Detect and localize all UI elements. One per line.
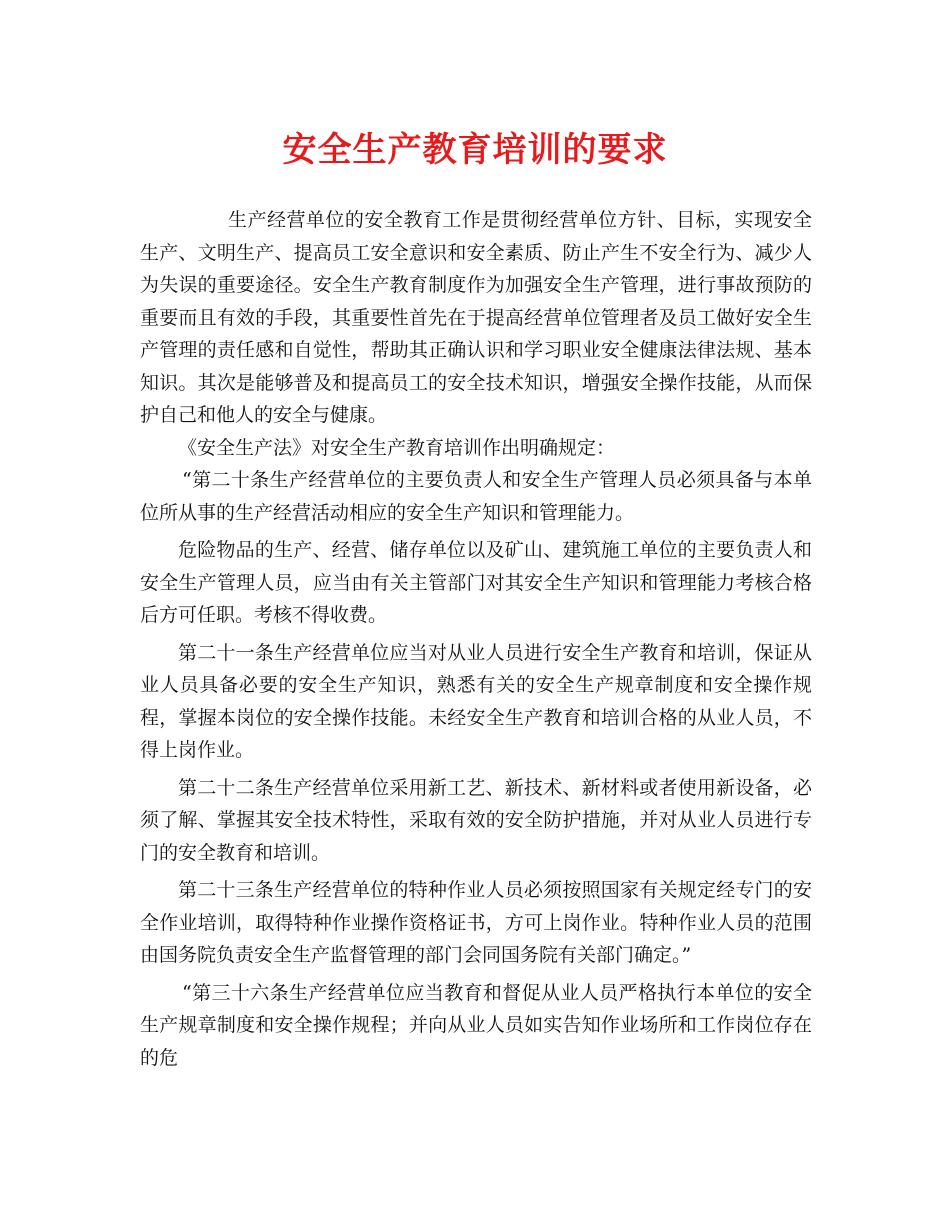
paragraph-article-20-cont: 危险物品的生产、经营、储存单位以及矿山、建筑施工单位的主要负责人和安全生产管理人员，应当由有关主管部门对其安全生产知识和管理能力考核合格后方可任职。考核不得收费。 [140, 539, 812, 626]
paragraph-article-36: “第三十六条生产经营单位应当教育和督促从业人员严格执行本单位的安全生产规章制度和安全操作规程；并向从业人员如实告知作业场所和工作岗位存在的危 [140, 981, 812, 1069]
paragraph-article-20: “第二十条生产经营单位的主要负责人和安全生产管理人员必须具备与本单位所从事的生产经营活动相应的安全生产知识和管理能力。 [140, 469, 812, 524]
paragraph-intro: 生产经营单位的安全教育工作是贯彻经营单位方针、目标，实现安全生产、文明生产、提高员工安全意识和安全素质、防止产生不安全行为、减少人为失误的重要途径。安全生产教育制度作为加强安全生产管理，进行事故预防的重要而且有效的手段，其重要性首先在于提高经营单位管理者及员工做好安全生产管理的责任感和自觉性，帮助其正确认识和学习职业安全健康法律法规、基本知识。其次是能够普及和提高员工的安全技术知识，增强安全操作技能，从而保护自己和他人的安全与健康。 [140, 209, 812, 426]
document-body [140, 204, 812, 1074]
paragraph-article-22: 第二十二条生产经营单位采用新工艺、新技术、新材料或者使用新设备，必须了解、掌握其安全技术特性，采取有效的安全防护措施，并对从业人员进行专门的安全教育和培训。 [140, 776, 812, 864]
document-title: 安全生产教育培训的要求 [282, 130, 668, 170]
paragraph-article-21: 第二十一条生产经营单位应当对从业人员进行安全生产教育和培训，保证从业人员具备必要的安全生产知识，熟悉有关的安全生产规章制度和安全操作规程，掌握本岗位的安全操作技能。未经安全生产教育和培训合格的从业人员，不得上岗作业。 [140, 641, 812, 761]
paragraph-law-reference: 《安全生产法》对安全生产教育培训作出明确规定： [178, 436, 616, 459]
paragraph-article-23: 第二十三条生产经营单位的特种作业人员必须按照国家有关规定经专门的安全作业培训，取得特种作业操作资格证书，方可上岗作业。特种作业人员的范围由国务院负责安全生产监督管理的部门会同国务院有关部门确定。” [140, 879, 812, 966]
